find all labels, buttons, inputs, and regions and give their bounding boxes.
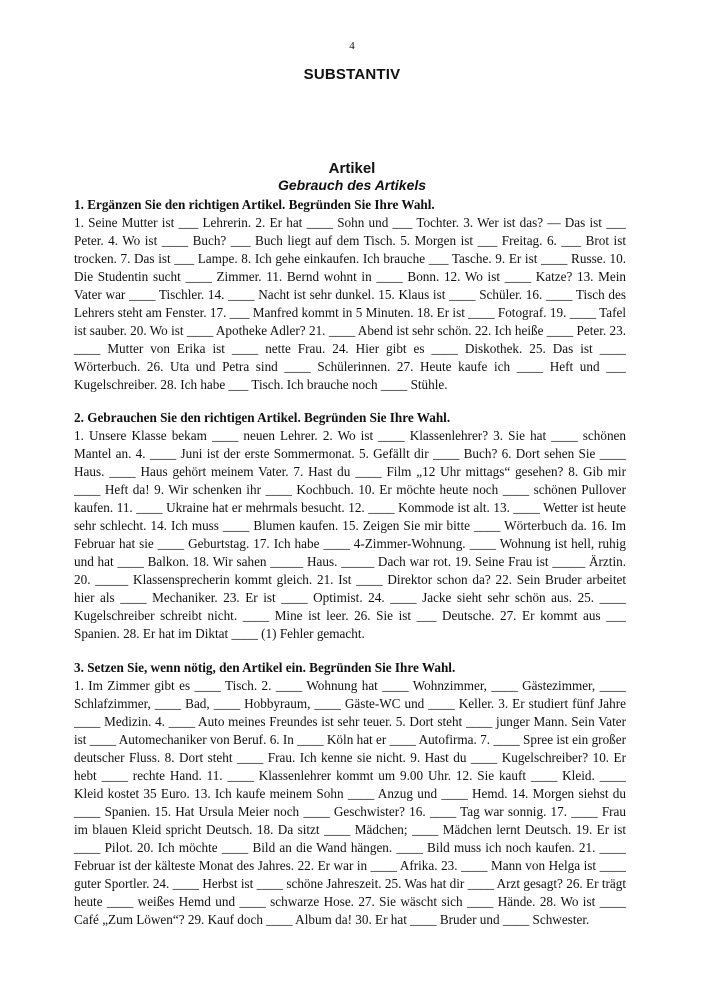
exercise-1-title: 1. Ergänzen Sie den richtigen Artikel. Begründen Sie Ihre Wahl. bbox=[74, 197, 435, 212]
exercise-2-text: 1. Unsere Klasse bekam ____ neuen Lehrer. 2. Wo ist ____ Klassenlehrer? 3. Sie hat ____ schönen Mantel an. 4. ____ Juni ist der erste Sommermonat. 5. Gefällt dir ____ Buch? 6. Dort sehen Sie ____ Haus. ____ Haus gehört meinem Vater. 7. Hast du ____ Film „12 Uhr mittags“ gesehen? 8. Gib mir ____ Heft da! 9. Wir schenken ihr ____ Kochbuch. 10. Er möchte heute noch ____ schönen Pullover kaufen. 11. ____ Ukraine hat er mehrmals besucht. 12. ____ Kommode ist alt. 13. ____ Wetter ist heute sehr schlecht. 14. Ich muss ____ Blumen kaufen. 15. Zeigen Sie mir bitte ____ Wörterbuch da. 16. Im Februar hat sie ____ Geburtstag. 17. Ich habe ____ 4-Zimmer-Wohnung. ____ Wohnung ist hell, ruhig und hat ____ Balkon. 18. Wir sahen _____ Haus. _____ Dach war rot. 19. Seine Frau ist _____ Ärztin. 20. _____ Klassensprecherin kommt gleich. 21. Ist ____ Direktor schon da? 22. Sein Bruder arbeitet hier als ____ Mechaniker. 23. Er ist ____ Optimist. 24. ____ Jacke sieht sehr schön aus. 25. ____ Kugelschreiber schreibt nicht. ____ Mine ist leer. 26. Sie ist ___ Deutsche. 27. Er kommt aus ___ Spanien. 28. Er hat im Diktat ____ (1) Fehler gemacht. bbox=[74, 428, 626, 641]
chapter-title: SUBSTANTIV bbox=[303, 66, 401, 83]
section-subheading: Gebrauch des Artikels bbox=[277, 177, 427, 193]
section-heading: Artikel bbox=[328, 160, 376, 177]
exercise-2 bbox=[74, 409, 626, 643]
exercise-1 bbox=[74, 196, 626, 394]
exercise-3-title: 3. Setzen Sie, wenn nötig, den Artikel ein. Begründen Sie Ihre Wahl. bbox=[74, 660, 456, 675]
exercise-2-title: 2. Gebrauchen Sie den richtigen Artikel. Begründen Sie Ihre Wahl. bbox=[74, 410, 451, 425]
exercise-3-text: 1. Im Zimmer gibt es ____ Tisch. 2. ____ Wohnung hat ____ Wohnzimmer, ____ Gästezimmer, ____ Schlafzimmer, ____ Bad, ____ Hobbyraum, ____ Gäste-WC und ____ Keller. 3. Er studiert fünf Jahre ____ Medizin. 4. ____ Auto meines Freundes ist sehr teuer. 5. Dort steht ____ junger Mann. Sein Vater ist ____ Automechaniker von Beruf. 6. In ____ Köln hat er ____ Autofirma. 7. ____ Spree ist ein großer deutscher Fluss. 8. Dort steht ____ Frau. Ich kenne sie nicht. 9. Hast du ____ Kugelschreiber? 10. Er hebt ____ rechte Hand. 11. ____ Klassenlehrer kommt um 9.00 Uhr. 12. Sie kauft ____ Kleid. ____ Kleid kostet 35 Euro. 13. Ich kaufe meinem Sohn ____ Anzug und ____ Hemd. 14. Morgen siehst du ____ Spanien. 15. Hat Ursula Meier noch ____ Geschwister? 16. ____ Tag war sonnig. 17. ____ Frau im blauen Kleid spricht Deutsch. 18. Da sitzt ____ Mädchen; ____ Mädchen lernt Deutsch. 19. Er ist ____ Pilot. 20. Ich möchte ____ Bild an die Wand hängen. ____ Bild muss ich noch kaufen. 21. ____ Februar ist der kälteste Monat des Jahres. 22. Er war in ____ Afrika. 23. ____ Mann von Helga ist ____ guter Sportler. 24. ____ Herbst ist ____ schöne Jahreszeit. 25. Was hat dir ____ Arzt gesagt? 26. Er trägt heute ____ weißes Hemd und ____ schwarze Hose. 27. Sie wäscht sich ____ Hände. 28. Wo ist ____ Café „Zum Löwen“? 29. Kauf doch ____ Album da! 30. Er hat ____ Bruder und ____ Schwester. bbox=[74, 678, 626, 927]
exercise-1-text: 1. Seine Mutter ist ___ Lehrerin. 2. Er hat ____ Sohn und ___ Tochter. 3. Wer ist das? — Das ist ___ Peter. 4. Wo ist ____ Buch? ___ Buch liegt auf dem Tisch. 5. Morgen ist ___ Freitag. 6. ___ Brot ist trocken. 7. Das ist ___ Lampe. 8. Ich gehe einkaufen. Ich brauche ___ Tasche. 9. Er ist ____ Russe. 10. Die Studentin sucht ____ Zimmer. 11. Bernd wohnt in ____ Bonn. 12. Wo ist ____ Katze? 13. Mein Vater war ____ Tischler. 14. ____ Nacht ist sehr dunkel. 15. Klaus ist ____ Schüler. 16. ____ Tisch des Lehrers steht am Fenster. 17. ___ Manfred kommt in 5 Minuten. 18. Er ist ____ Fotograf. 19. ____ Tafel ist sauber. 20. Wo ist ____ Apotheke Adler? 21. ____ Abend ist sehr schön. 22. Ich heiße ____ Peter. 23. ____ Mutter von Erika ist ____ nette Frau. 24. Hier gibt es ____ Diskothek. 25. Das ist ____ Wörterbuch. 26. Uta und Petra sind ____ Schülerinnen. 27. Heute kaufe ich ____ Heft und ___ Kugelschreiber. 28. Ich habe ___ Tisch. Ich brauche noch ____ Stühle. bbox=[74, 215, 626, 392]
exercise-3 bbox=[74, 659, 626, 929]
page-number: 4 bbox=[349, 40, 355, 52]
